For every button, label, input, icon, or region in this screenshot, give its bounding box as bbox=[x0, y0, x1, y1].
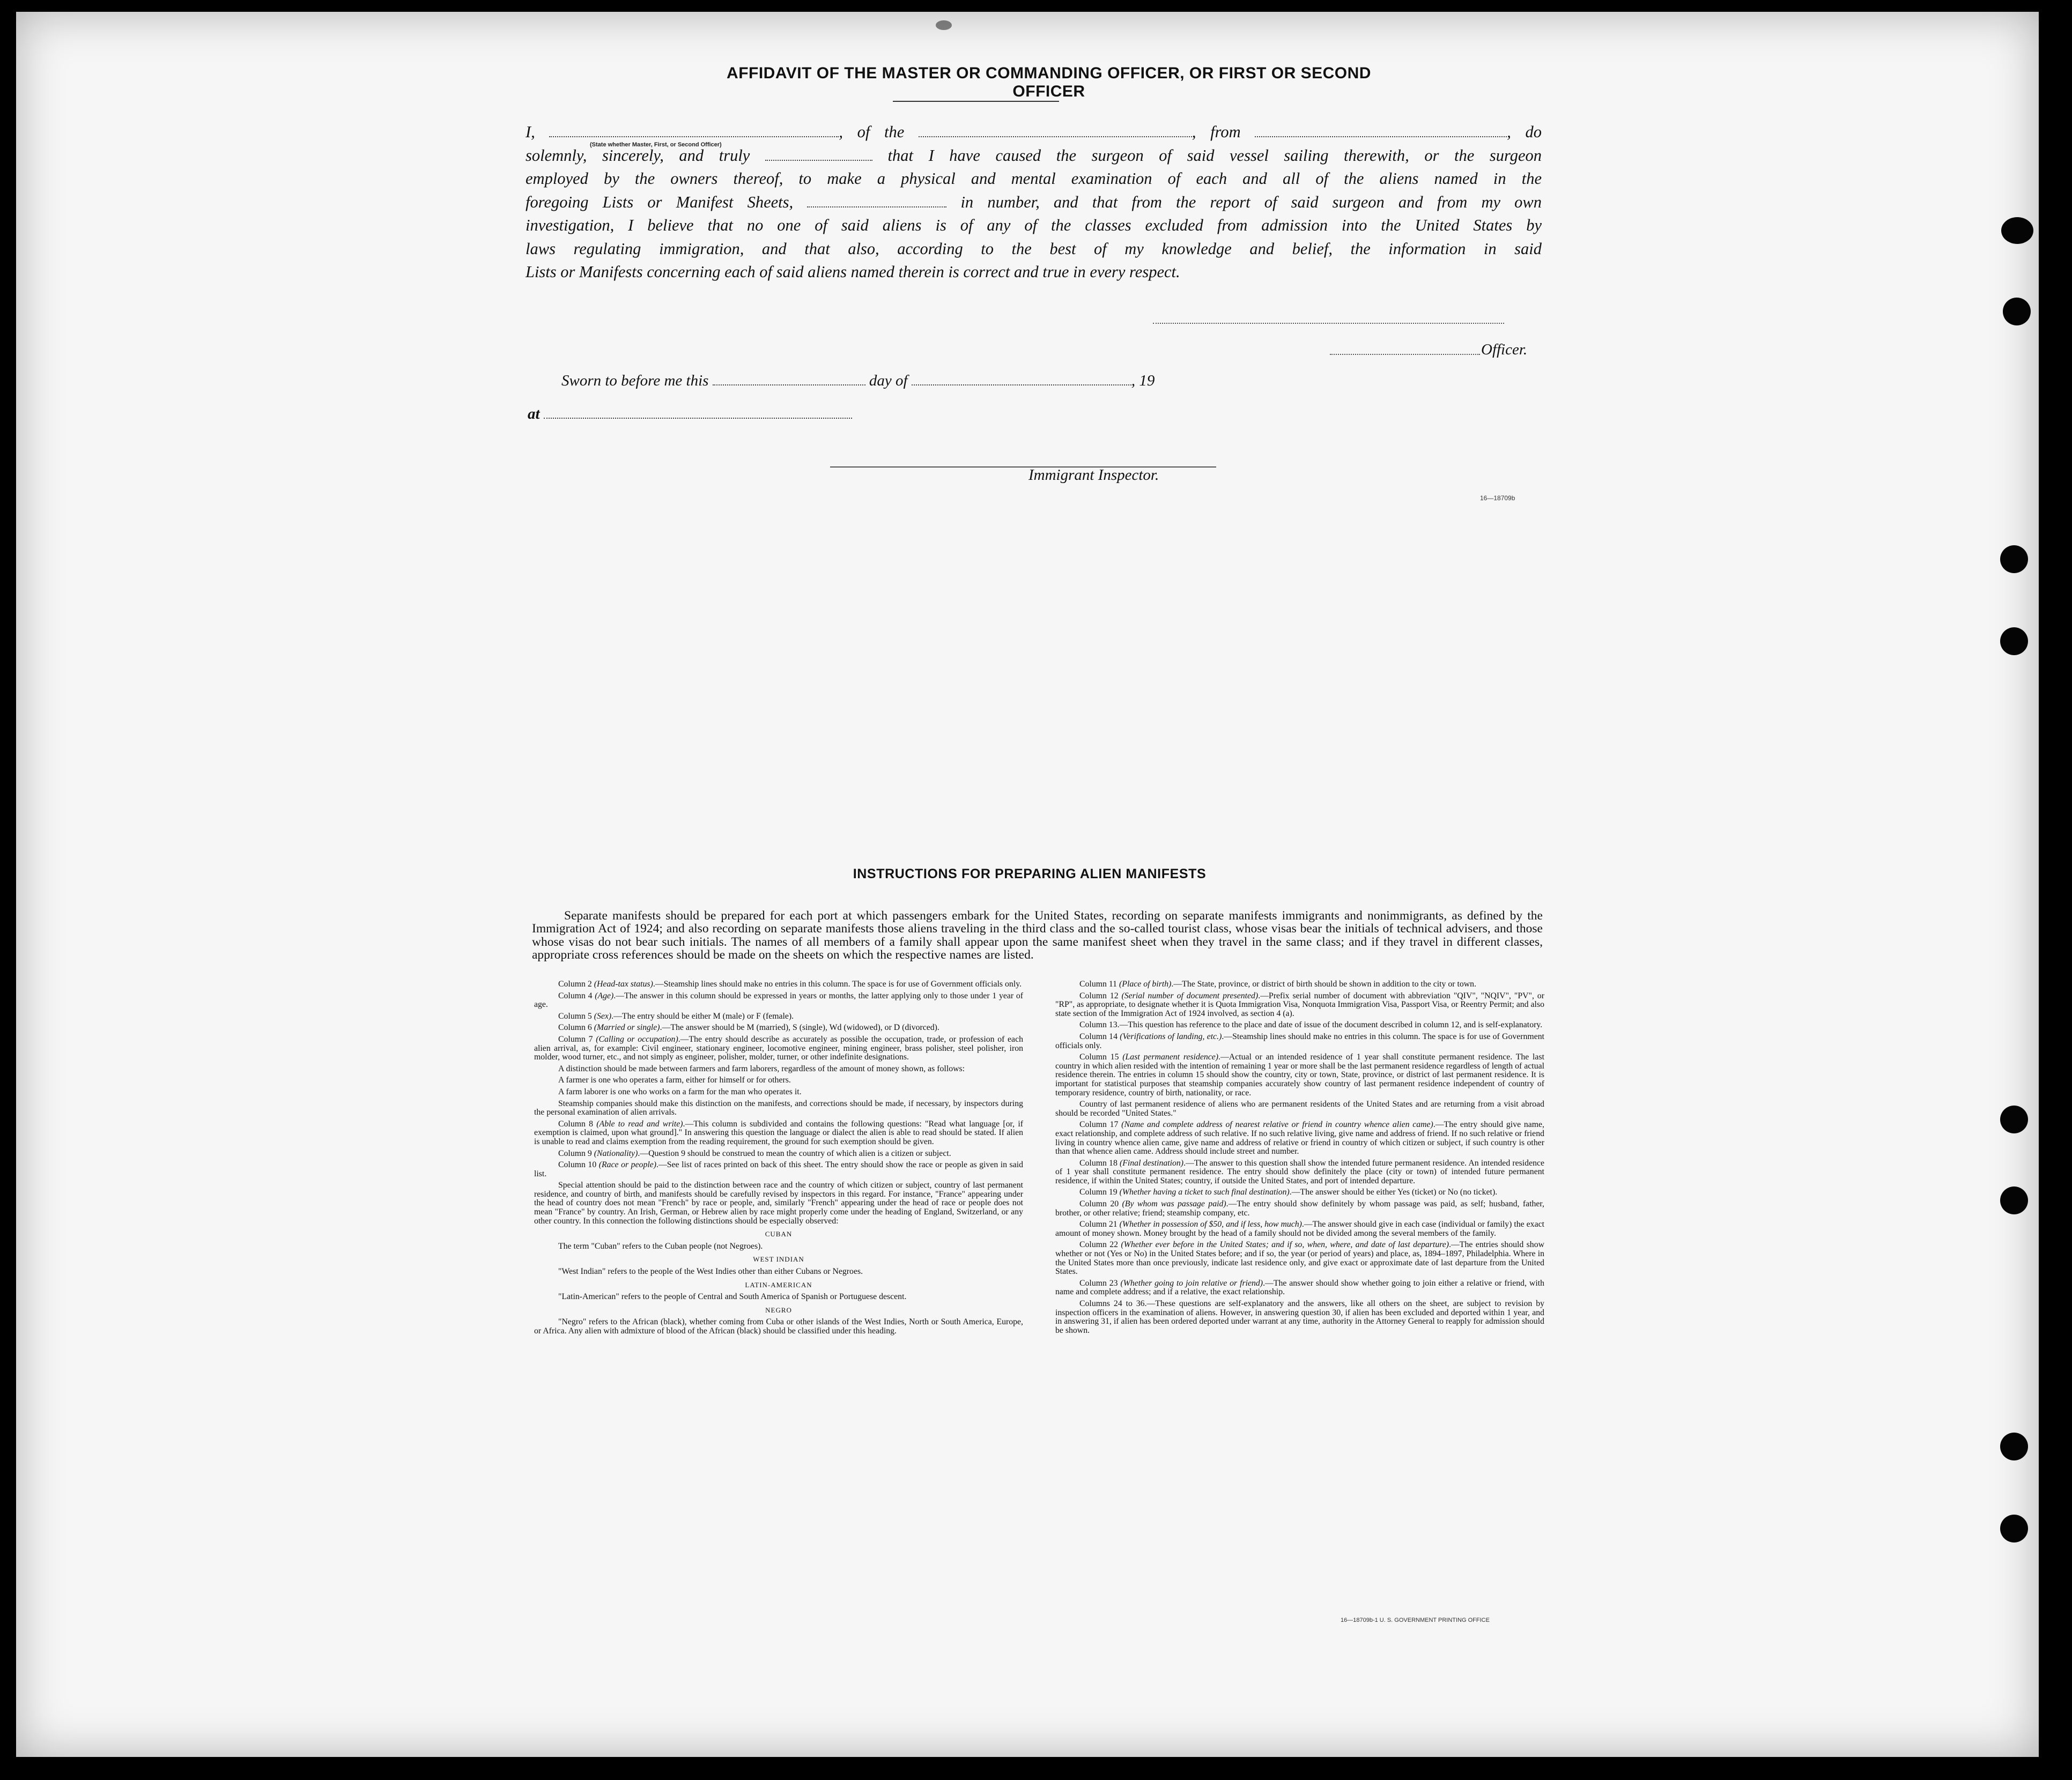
right-paragraph bbox=[1055, 1053, 1544, 1097]
right-paragraph bbox=[1055, 980, 1544, 989]
left-paragraph bbox=[534, 1088, 1023, 1097]
column-number: Column 5 bbox=[558, 1011, 594, 1021]
column-topic: (Nationality) bbox=[594, 1148, 638, 1158]
instruction-text: .—See list of races printed on back of this sheet. The entry should show the race or people as given in said list. bbox=[534, 1160, 1023, 1178]
officer-rank-note: (State whether Master, First, or Second Officer) bbox=[590, 142, 722, 148]
left-paragraph bbox=[534, 1100, 1023, 1117]
instruction-text: .—The answer should show whether going to join either a relative or friend, with name and complete address; and if a relative, the exact relationship. bbox=[1055, 1278, 1544, 1297]
punch-hole bbox=[2000, 1106, 2028, 1133]
affidavit-line-5: investigation, I believe that no one of said aliens is of any of the classes excluded from admission into the United States by bbox=[526, 216, 1542, 234]
form-code: 16—18709b bbox=[1480, 494, 1515, 502]
column-topic: (Able to read and write) bbox=[596, 1119, 683, 1129]
column-number: Column 12 bbox=[1079, 991, 1122, 1000]
left-paragraph bbox=[534, 1120, 1023, 1147]
instruction-text: .—The State, province, or district of birth should be shown in addition to the city or town. bbox=[1171, 980, 1477, 989]
heading-cuban: CUBAN bbox=[765, 1230, 793, 1238]
left-paragraph bbox=[534, 1024, 1023, 1033]
heading-west-indian: WEST INDIAN bbox=[753, 1255, 804, 1264]
ink-smudge bbox=[936, 20, 952, 30]
right-paragraph bbox=[1055, 1188, 1544, 1197]
right-paragraph bbox=[1055, 1220, 1544, 1238]
latin-american-definition: "Latin-American" refers to the people of Central and South America of Spanish or Portuguese descent. bbox=[558, 1292, 907, 1302]
instruction-text: A farm laborer is one who works on a farm for the man who operates it. bbox=[558, 1087, 802, 1096]
instruction-text: .—The entry should show definitely by whom passage was paid, as self; husband, father, brother, or other relative; friend; steamship company, etc. bbox=[1055, 1199, 1545, 1218]
column-number: Column 2 bbox=[558, 980, 594, 989]
column-number: Column 23 bbox=[1079, 1278, 1121, 1288]
instruction-text: .—Question 9 should be construed to mean the country of which alien is a citizen or subject. bbox=[638, 1148, 951, 1158]
left-paragraph bbox=[534, 1076, 1023, 1085]
column-topic: (Whether having a ticket to such final destination) bbox=[1119, 1188, 1290, 1197]
column-topic: (Whether going to join relative or friend) bbox=[1120, 1278, 1263, 1288]
punch-hole bbox=[2000, 1186, 2028, 1214]
left-paragraph bbox=[534, 992, 1023, 1010]
right-paragraph bbox=[1055, 1033, 1544, 1050]
column-number: Column 13 bbox=[1079, 1020, 1118, 1030]
instruction-text: .—Prefix serial number of document with abbreviation "QIV", "NQIV", "PV", or "RP", as appropriate, to designate whether it is Quota Immigration Visa, Nonquota Immigration Visa, Passport Visa, or Reentry Permit; and also state section of the Immigration Act of 1924 involved, as section 4 (a). bbox=[1055, 991, 1544, 1018]
right-items bbox=[1055, 980, 1544, 1335]
instruction-text: A distinction should be made between farmers and farm laborers, regardless of the amount of money shown, as follows: bbox=[558, 1064, 965, 1073]
column-topic: (Married or single) bbox=[594, 1023, 660, 1033]
left-paragraph bbox=[534, 1012, 1023, 1021]
cuban-definition: The term "Cuban" refers to the Cuban people (not Negroes). bbox=[558, 1241, 763, 1251]
officer-label: Officer. bbox=[1481, 341, 1528, 358]
column-number: Column 21 bbox=[1079, 1220, 1120, 1229]
negro-definition: "Negro" refers to the African (black), whether coming from Cuba or other islands of the West Indies, North or South America, Europe, or Africa. Any alien with admixture of blood of the African (black) should be classified under this heading. bbox=[534, 1317, 1023, 1336]
affidavit-line-1: I, , of the , from , do bbox=[526, 123, 1542, 141]
column-topic: (Calling or occupation) bbox=[596, 1034, 678, 1044]
right-paragraph bbox=[1055, 1121, 1544, 1156]
instruction-text: Steamship companies should make this distinction on the manifests, and corrections should be made, if necessary, by inspectors during the personal examination of alien arrivals. bbox=[534, 1099, 1023, 1117]
left-paragraph bbox=[534, 980, 1023, 989]
instruction-text: .—Steamship lines should make no entries in this column. The space is for use of Government officials only. bbox=[1055, 1032, 1545, 1050]
officer-line bbox=[1330, 354, 1480, 355]
column-topic: (Serial number of document presented) bbox=[1121, 991, 1259, 1000]
instruction-text: .—The entry should give name, exact relationship, and complete address of such relative. If no such relative living, give name and address of friend. If no such relative or friend living in country whence alien came, give name and address of relative or friend in country of which citizen or subject, if such country is other than that whence alien came. Address should include street and number. bbox=[1055, 1120, 1544, 1156]
affidavit-line-3: employed by the owners thereof, to make a physical and mental examination of each and all of the aliens named in the bbox=[526, 169, 1542, 188]
affidavit-line-7: Lists or Manifests concerning each of said aliens named therein is correct and true in every respect. bbox=[526, 263, 1180, 281]
punch-hole bbox=[2000, 545, 2028, 573]
instruction-text: .—The answer should be M (married), S (single), Wd (widowed), or D (divorced). bbox=[660, 1023, 939, 1033]
column-topic: (Last permanent residence) bbox=[1122, 1052, 1219, 1062]
right-paragraph bbox=[1055, 1279, 1544, 1297]
right-paragraph bbox=[1055, 1159, 1544, 1186]
instruction-text: Country of last permanent residence of aliens who are permanent residents of the United States and are returning from a visit abroad should be recorded "United States." bbox=[1055, 1100, 1544, 1118]
left-paragraph bbox=[534, 1181, 1023, 1226]
punch-hole bbox=[2003, 298, 2031, 325]
left-paragraph bbox=[534, 1149, 1023, 1159]
instruction-text: .—The answer should give in each case (individual or family) the exact amount of money shown. Money brought by the head of a family should not be divided among the several members of the family. bbox=[1055, 1220, 1544, 1238]
instruction-text: A farmer is one who operates a farm, either for himself or for others. bbox=[558, 1076, 791, 1085]
column-number: Column 15 bbox=[1079, 1052, 1123, 1062]
right-paragraph bbox=[1055, 1241, 1544, 1276]
left-paragraph bbox=[534, 1065, 1023, 1074]
left-paragraph bbox=[534, 1161, 1023, 1178]
affidavit-title: AFFIDAVIT OF THE MASTER OR COMMANDING OFFICER, OR FIRST OR SECOND OFFICER bbox=[727, 64, 1371, 100]
column-number: Column 8 bbox=[558, 1119, 597, 1129]
instruction-text: .—The entries should show whether or not (Yes or No) in the United States before; and if so, the year (or period of years) and place, as, 1894–1897, Philadelphia. Where in the United States more than once previously, indicate last residence only, and give exact or approximate date of last departure from the United States. bbox=[1055, 1240, 1545, 1277]
instruction-text: .—This question has reference to the place and date of issue of the document described in column 12, and is self-explanatory. bbox=[1117, 1020, 1543, 1030]
column-topic: (Name and complete address of nearest relative or friend in country whence alien came) bbox=[1121, 1120, 1433, 1130]
instructions-intro: Separate manifests should be prepared for each port at which passengers embark for the United States, recording on separate manifests immigrants and nonimmigrants, as defined by the Immigration Act of 1924; and also recording on separate manifests those aliens traveling in the third class and the so-called tourist class, whose visas bear the initials of technical advisers, and those whose visas do not bear such initials. The names of all members of a family shall appear upon the same manifest sheet when they travel in the same class; and if they travel in different classes, appropriate cross references should be made on the sheets on which the respective names are listed. bbox=[532, 908, 1543, 962]
instruction-text: .—The answer to this question shall show the intended future permanent residence. An intended residence of 1 year shall constitute permanent residence. The entry should show definitely the place (city or town) of intended future permanent residence, if within the United States; country, if outside the United States, and port of intended departure. bbox=[1055, 1158, 1544, 1185]
column-number: Column 20 bbox=[1079, 1199, 1122, 1209]
column-topic: (Place of birth) bbox=[1119, 980, 1172, 989]
affidavit-line-2: solemnly, sincerely, and truly that I have caused the surgeon of said vessel sailing therewith, or the surgeon bbox=[526, 146, 1542, 165]
punch-hole bbox=[2001, 217, 2033, 244]
column-number: Column 6 bbox=[558, 1023, 594, 1033]
column-topic: (By whom was passage paid) bbox=[1122, 1199, 1226, 1209]
column-topic: (Whether ever before in the United States; and if so, when, where, and date of last departure) bbox=[1121, 1240, 1449, 1250]
west-indian-definition: "West Indian" refers to the people of the West Indies other than either Cubans or Negroes. bbox=[558, 1267, 863, 1277]
instruction-text: .—This column is subdivided and contains the following questions: "Read what language [or, if exemption is claimed, upon what ground]." In answering this question the language or dialect the alien is able to read should be stated. If alien is unable to read and claims exemption from the reading requirement, the ground for such exemption should be given. bbox=[534, 1119, 1023, 1146]
column-topic: (Sex) bbox=[594, 1011, 612, 1021]
column-topic: (Age) bbox=[595, 991, 614, 1000]
instructions-right-column bbox=[1055, 980, 1544, 1338]
title-rule bbox=[893, 101, 1059, 102]
punch-hole bbox=[2000, 627, 2028, 655]
left-paragraph bbox=[534, 1035, 1023, 1062]
column-topic: (Race or people) bbox=[598, 1160, 656, 1170]
column-number: Column 4 bbox=[558, 991, 595, 1000]
instruction-text: Special attention should be paid to the distinction between race and the country of which citizen or subject, country of last permanent residence, and country of birth, and manifests should be carefully revised by inspectors in this regard. For instance, "France" appearing under the head of country does not mean "French" by race or people, and, similarly "French" appearing under the head of race or people does not mean "France" by country. An Irish, German, or Hebrew alien by race might properly come under the heading of England, Switzerland, or any other country. In this connection the following distinctions should be especially observed: bbox=[534, 1181, 1023, 1226]
right-paragraph bbox=[1055, 1100, 1544, 1118]
right-paragraph bbox=[1055, 1300, 1544, 1335]
instruction-text: .—The answer in this column should be expressed in years or months, the latter applying only to those under 1 year of age. bbox=[534, 991, 1023, 1010]
column-number: Column 7 bbox=[558, 1034, 596, 1044]
punch-hole bbox=[2000, 1515, 2028, 1542]
affidavit-line-4: foregoing Lists or Manifest Sheets, in number, and that from the report of said surgeon and from my own bbox=[526, 192, 1542, 211]
signature-line bbox=[1153, 323, 1504, 324]
affidavit-body bbox=[526, 121, 1542, 284]
footer-code: 16—18709b-1 U. S. GOVERNMENT PRINTING OFFICE bbox=[1341, 1617, 1490, 1623]
column-number: Column 10 bbox=[558, 1160, 599, 1170]
left-items bbox=[534, 980, 1023, 1226]
column-number: Column 11 bbox=[1079, 980, 1120, 989]
affidavit-line-6: laws regulating immigration, and that also, according to the best of my knowledge and belief, the information in said bbox=[526, 239, 1542, 258]
column-topic: (Whether in possession of $50, and if less, how much) bbox=[1119, 1220, 1302, 1229]
sworn-at-line: at bbox=[528, 405, 852, 423]
column-topic: (Verifications of landing, etc.) bbox=[1120, 1032, 1222, 1041]
instruction-text: .—The answer should be either Yes (ticket) or No (no ticket). bbox=[1289, 1188, 1498, 1197]
column-topic: (Final destination) bbox=[1119, 1158, 1184, 1168]
column-number: Columns 24 to 36 bbox=[1079, 1299, 1145, 1308]
column-number: Column 22 bbox=[1079, 1240, 1121, 1250]
column-number: Column 14 bbox=[1079, 1032, 1120, 1041]
instruction-text: .—The entry should be either M (male) or F (female). bbox=[611, 1011, 794, 1021]
right-paragraph bbox=[1055, 1021, 1544, 1030]
column-topic: (Head-tax status) bbox=[594, 980, 653, 989]
instruction-text: .—These questions are self-explanatory and the answers, like all others on the sheet, are subject to revision by inspection officers in the examination of aliens. However, in answering question 30, if alien has been excluded and deported within 1 year, and in answering 31, if alien has been ordered deported under warrant at any time, authority in the Attorney General to reapply for admission should be shown. bbox=[1055, 1299, 1544, 1335]
column-number: Column 9 bbox=[558, 1148, 594, 1158]
heading-negro: NEGRO bbox=[765, 1306, 792, 1314]
instruction-text: .—Steamship lines should make no entries in this column. The space is for use of Government officials only. bbox=[653, 980, 1022, 989]
inspector-label: Immigrant Inspector. bbox=[1028, 466, 1159, 484]
right-paragraph bbox=[1055, 992, 1544, 1019]
instructions-left-column bbox=[534, 980, 1023, 1339]
instruction-text: .—The entry should describe as accurately as possible the occupation, trade, or profession of each alien arrival, as, for example: Civil engineer, stationary engineer, locomotive engineer, mining engineer, brass polisher, steel polisher, iron molder, wood turner, etc., and not simply as engineer, polisher, molder, turner, or other indefinite designations. bbox=[534, 1034, 1023, 1062]
sworn-line: Sworn to before me this day of , 19 bbox=[561, 372, 1155, 389]
column-number: Column 19 bbox=[1079, 1188, 1120, 1197]
heading-latin-american: LATIN-AMERICAN bbox=[745, 1280, 812, 1289]
punch-hole bbox=[2000, 1433, 2028, 1460]
right-paragraph bbox=[1055, 1200, 1544, 1218]
column-number: Column 18 bbox=[1079, 1158, 1120, 1168]
column-number: Column 17 bbox=[1079, 1120, 1122, 1130]
instructions-title: INSTRUCTIONS FOR PREPARING ALIEN MANIFESTS bbox=[853, 866, 1207, 881]
instruction-text: .—Actual or an intended residence of 1 year shall constitute permanent residence. The last country in which alien resided with the intention of remaining 1 year or more shall be the last permanent residence regardless of length of actual residence therein. The entries in column 15 should show the country, city or town, State, province, or district of last permanent residence. It is important for statistical purposes that steamship companies accurately show country of last permanent residence independent of country of temporary residence, country of birth, nationality, or race. bbox=[1055, 1052, 1544, 1097]
